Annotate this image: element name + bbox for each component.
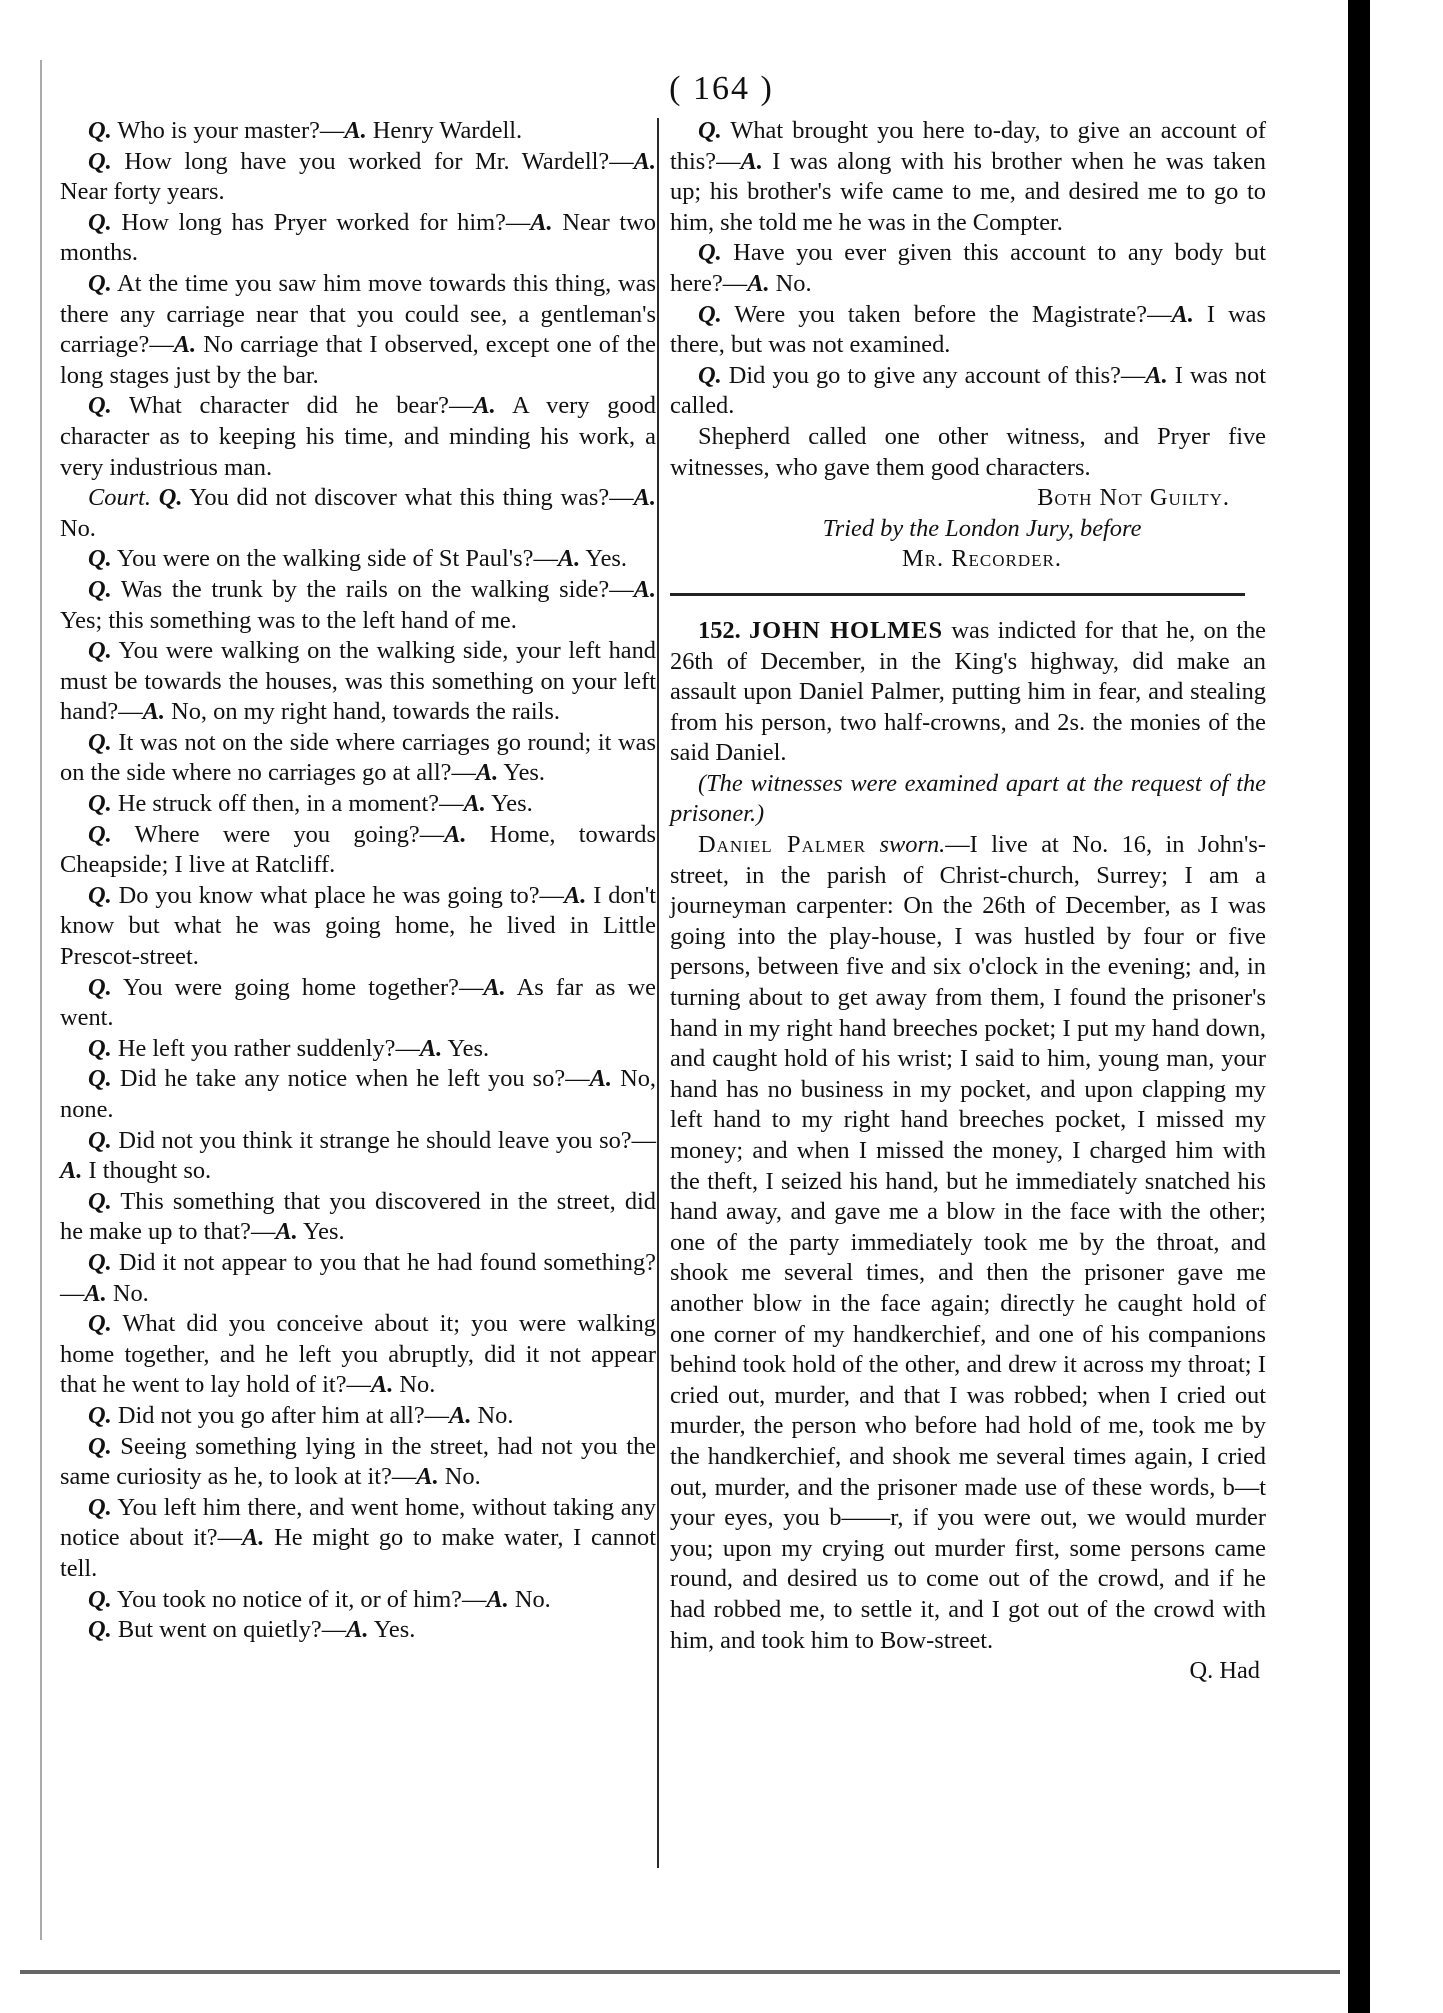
question-label: Q. (88, 728, 112, 756)
qa-paragraph (60, 391, 656, 483)
qa-paragraph (60, 483, 656, 544)
answer-text: He might go to make water, I cannot tell. (60, 1524, 656, 1582)
answer-text: I thought so. (88, 1157, 212, 1185)
question-label: Q. (88, 1616, 112, 1644)
answer-text: I was along with his brother when he was taken up; his brother's wife came to me, and desired me to go to him, she told me he was in the Compter. (670, 147, 1266, 236)
answer-label: A. (370, 1371, 394, 1399)
question-text: Do you know what place he was going to? (118, 881, 540, 909)
qa-paragraph (60, 1615, 656, 1646)
dash: — (251, 1218, 276, 1246)
dash: — (451, 759, 476, 787)
question-label: Q. (698, 117, 722, 144)
dash: — (459, 973, 484, 1001)
dash: — (391, 1463, 417, 1491)
answer-label: A. (633, 147, 656, 175)
answer-text: Yes. (585, 545, 628, 573)
question-label: Q. (88, 208, 112, 236)
right-qa-block (670, 116, 1266, 422)
qa-paragraph (670, 300, 1266, 361)
answer-label: A. (486, 1585, 509, 1613)
answer-text: No, on my right hand, towards the rails. (171, 698, 560, 726)
question-text: Did you go to give any account of this? (728, 361, 1121, 389)
page-edge-shadow (40, 60, 42, 1940)
sworn-label: sworn. (879, 831, 946, 859)
answer-label: A. (60, 1157, 83, 1185)
answer-label: A. (589, 1065, 612, 1093)
column-divider (657, 118, 659, 1868)
question-text: Did it not appear to you that he had found something? (118, 1248, 656, 1276)
answer-label: A. (563, 881, 587, 909)
qa-paragraph (60, 208, 656, 269)
testimony-text: —I live at No. 16, in John's-street, in the parish of Christ-church, Surrey; I am a journeyman carpenter: On the 26th of December, as I was going into the play-house, I was hustled by four or five persons, between five and six o'clock in the evening; and, in turning about to get away from them, I found the prisoner's hand in my right hand breeches pocket; I put my hand down, and caught hold of his wrist; I said to him, young man, your hand has no business in my pocket, and upon clapping my left hand to my right hand breeches pocket, I missed my money; and when I missed the money, I charged him with the theft, I seized his hand, but he immediately snatched his hand away, and gave me a blow in the face with the other; one of the party immediately took me by the throat, and shook me several times, and then the prisoner gave me another blow in the face again; directly he caught hold of one corner of my handkerchief, and one of his companions behind took hold of the other, and drew it across my throat; I cried out, murder, and that I was robbed; when I cried out murder, the person who before had hold of me, took me by the handkerchief, and shook me several times again, I cried out, murder, and the prisoner made use of these words, b—t your eyes, you b——r, if you were out, we would murder you; upon my crying out murder first, some persons came round, and desired us to come out of the crowd, and if he had robbed me, to settle it, and I got out of the crowd with him, and took him to Bow-street. (670, 831, 1266, 1654)
question-label: Q. (88, 1187, 112, 1215)
dash: — (533, 545, 558, 573)
question-label: Q. (88, 1585, 112, 1613)
answer-label: A. (173, 331, 197, 359)
qa-paragraph (60, 881, 656, 973)
dash: — (424, 1401, 450, 1429)
qa-paragraph (60, 1187, 656, 1248)
answer-text: As far as we went. (60, 973, 656, 1032)
answer-label: A. (557, 545, 581, 573)
answer-label: A. (633, 484, 656, 512)
dash: — (439, 790, 464, 818)
dash: — (1120, 361, 1146, 389)
dash: — (609, 575, 634, 603)
question-text: He struck off then, in a moment? (117, 790, 440, 818)
answer-text: Yes. (302, 1218, 345, 1246)
answer-text: Near forty years. (60, 178, 225, 206)
witnesses-called: Shepherd called one other witness, and Pryer five witnesses, who gave them good characters. (670, 422, 1266, 481)
answer-text: Yes. (503, 759, 546, 787)
question-text: Did he take any notice when he left you so? (119, 1065, 566, 1093)
qa-paragraph (60, 1493, 656, 1585)
answer-label: A. (419, 1034, 443, 1062)
answer-label: A. (463, 790, 486, 818)
examination-note: (The witnesses were examined apart at the request of the prisoner.) (670, 769, 1266, 828)
question-label: Q. (88, 820, 112, 848)
question-text: At the time you saw him move towards this thing, was there any carriage near that you could see, a gentleman's carriage? (60, 269, 656, 359)
question-label: Q. (88, 1126, 112, 1154)
answer-text: Yes. (373, 1616, 416, 1644)
dash: — (716, 147, 741, 175)
question-text: Did not you think it strange he should leave you so? (118, 1126, 632, 1154)
question-label: Q. (88, 545, 112, 573)
dash: — (395, 1034, 420, 1062)
prisoner-name: JOHN HOLMES (748, 616, 944, 644)
question-label: Q. (88, 147, 112, 175)
answer-label: A. (530, 208, 553, 236)
question-text: You took no notice of it, or of him? (116, 1585, 462, 1613)
question-text: You did not discover what this thing was? (189, 484, 610, 512)
qa-paragraph (60, 1064, 656, 1125)
question-text: How long has Pryer worked for him? (121, 208, 506, 236)
question-label: Q. (88, 973, 112, 1001)
answer-label: A. (346, 1616, 369, 1644)
question-text: How long have you worked for Mr. Wardell? (124, 147, 610, 175)
question-text: Was the trunk by the rails on the walking side? (120, 575, 610, 603)
question-text: Did not you go after him at all? (117, 1401, 425, 1429)
answer-text: No. (112, 1279, 149, 1307)
case-separator-rule (670, 593, 1245, 596)
dash: — (419, 820, 445, 848)
dash: — (539, 881, 564, 909)
question-label: Q. (88, 790, 112, 818)
question-label: Q. (88, 269, 112, 297)
witness-name: Daniel Palmer (698, 831, 867, 859)
indictment-text: was indicted for that he, on the 26th of December, in the King's highway, did make an assault upon Daniel Palmer, putting him in fear, and stealing from his person, two half-crowns, and 2s. the monies of the said Daniel. (670, 616, 1266, 767)
answer-label: A. (740, 147, 763, 175)
question-label: Q. (88, 1401, 112, 1429)
answer-label: A. (84, 1279, 107, 1307)
question-text: Have you ever given this account to any body but here? (670, 239, 1266, 297)
answer-text: Yes. (491, 790, 533, 818)
dash: — (505, 208, 531, 236)
answer-label: A. (633, 575, 656, 603)
answer-label: A. (449, 1401, 472, 1429)
court-label: Court. (88, 484, 152, 512)
dash: — (319, 117, 345, 144)
dash: — (217, 1524, 242, 1552)
answer-text: Henry Wardell. (372, 117, 523, 144)
answer-label: A. (483, 973, 506, 1001)
question-text: You were walking on the walking side, your left hand must be towards the houses, was this something on your left hand? (60, 637, 656, 726)
answer-label: A. (416, 1463, 439, 1491)
qa-paragraph (60, 116, 656, 147)
answer-label: A. (747, 269, 770, 297)
qa-paragraph (670, 238, 1266, 299)
qa-paragraph (60, 1401, 656, 1432)
answer-label: A. (275, 1218, 298, 1246)
bottom-edge-rule (20, 1970, 1340, 1974)
dash: — (346, 1371, 371, 1399)
case-number: 152. (698, 616, 741, 644)
question-label: Q. (88, 881, 112, 909)
qa-paragraph (60, 820, 656, 881)
dash: — (60, 1279, 85, 1307)
catchword: Q. Had (1189, 1657, 1260, 1685)
question-label: Q. (88, 1493, 112, 1521)
answer-label: A. (1145, 361, 1168, 389)
dash: — (118, 698, 143, 726)
dash: — (321, 1616, 347, 1644)
qa-paragraph (670, 361, 1266, 422)
dash: — (1147, 300, 1172, 328)
answer-text: I was there, but was not examined. (670, 300, 1266, 359)
answer-text: No. (399, 1371, 436, 1399)
answer-text: No. (775, 269, 812, 297)
question-label: Q. (88, 1432, 112, 1460)
qa-paragraph (60, 1309, 656, 1401)
qa-paragraph (60, 1585, 656, 1616)
recorder: Mr. Recorder. (902, 545, 1062, 573)
question-text: You were going home together? (122, 973, 460, 1001)
witness-testimony (670, 830, 1266, 1656)
answer-label: A. (142, 698, 166, 726)
qa-paragraph (60, 269, 656, 391)
answer-text: No. (444, 1463, 481, 1491)
answer-text: Home, towards Cheapside; I live at Ratcliff. (60, 820, 656, 879)
qa-paragraph (60, 544, 656, 575)
dash: — (722, 269, 748, 297)
question-text: Seeing something lying in the street, had not you the same curiosity as he, to look at it? (60, 1432, 656, 1491)
question-label: Q. (698, 361, 722, 389)
question-text: But went on quietly? (117, 1616, 322, 1644)
question-label: Q. (88, 575, 112, 603)
answer-text: I don't know but what he was going home, he lived in Little Prescot-street. (60, 881, 656, 971)
qa-paragraph (60, 1126, 656, 1187)
qa-paragraph (60, 1034, 656, 1065)
answer-text: No. (514, 1585, 551, 1613)
answer-label: A. (1171, 300, 1194, 328)
right-column (670, 116, 1266, 1687)
dash: — (631, 1126, 656, 1154)
answer-text: No. (60, 514, 96, 542)
answer-label: A. (444, 820, 467, 848)
dash: — (609, 147, 634, 175)
question-label: Q. (88, 1248, 112, 1276)
verdict: Both Not Guilty. (1037, 484, 1230, 512)
question-label: Q. (88, 637, 112, 665)
question-text: It was not on the side where carriages go round; it was on the side where no carriages go at all? (60, 728, 656, 787)
question-text: Were you taken before the Magistrate? (734, 300, 1148, 328)
dash: — (565, 1065, 590, 1093)
qa-paragraph (60, 973, 656, 1034)
question-text: He left you rather suddenly? (117, 1034, 396, 1062)
question-text: Where were you going? (134, 820, 420, 848)
question-label: Q. (698, 300, 722, 328)
answer-label: A. (344, 117, 367, 144)
answer-text: A very good character as to keeping his time, and minding his work, a very industrious man. (60, 392, 656, 481)
qa-paragraph (60, 147, 656, 208)
question-label: Q. (88, 1065, 112, 1093)
qa-paragraph (60, 636, 656, 728)
qa-paragraph (60, 1248, 656, 1309)
answer-text: Yes; this something was to the left hand of me. (60, 606, 517, 634)
answer-text: No. (477, 1401, 514, 1429)
dash: — (449, 392, 474, 420)
answer-label: A. (475, 759, 499, 787)
dash: — (149, 331, 174, 359)
answer-text: Yes. (447, 1034, 490, 1062)
question-text: Who is your master? (117, 117, 320, 144)
question-label: Q. (88, 392, 112, 420)
question-label: Q. (698, 239, 722, 267)
dash: — (609, 484, 634, 512)
qa-paragraph (60, 789, 656, 820)
question-text: What brought you here to-day, to give an account of this? (670, 117, 1266, 175)
left-column (60, 116, 656, 1646)
question-text: This something that you discovered in the street, did he make up to that? (60, 1187, 656, 1246)
dash: — (462, 1585, 487, 1613)
question-label: Q. (88, 117, 112, 144)
question-text: You were on the walking side of St Paul's? (116, 545, 534, 573)
page-edge-bar (1348, 0, 1370, 2013)
question-label: Q. (88, 1310, 112, 1338)
question-label: Q. (158, 484, 183, 512)
answer-text: I was not called. (670, 361, 1266, 420)
question-text: You left him there, and went home, without taking any notice about it? (60, 1493, 656, 1552)
answer-text: No, none. (60, 1065, 656, 1123)
qa-paragraph (670, 116, 1266, 238)
page-number: ( 164 ) (669, 70, 774, 107)
answer-label: A. (473, 392, 496, 420)
answer-label: A. (241, 1524, 265, 1552)
question-label: Q. (88, 1034, 112, 1062)
tried-by: Tried by the London Jury, before (822, 514, 1142, 542)
qa-paragraph (60, 728, 656, 789)
answer-text: Near two months. (60, 208, 656, 267)
question-text: What did you conceive about it; you were walking home together, and he left you abruptly, did it not appear that he went to lay hold of it? (60, 1310, 656, 1399)
question-text: What character did he bear? (129, 392, 450, 420)
qa-paragraph (60, 575, 656, 636)
case-indictment (670, 616, 1266, 769)
answer-text: No carriage that I observed, except one of the long stages just by the bar. (60, 331, 656, 389)
qa-paragraph (60, 1432, 656, 1493)
